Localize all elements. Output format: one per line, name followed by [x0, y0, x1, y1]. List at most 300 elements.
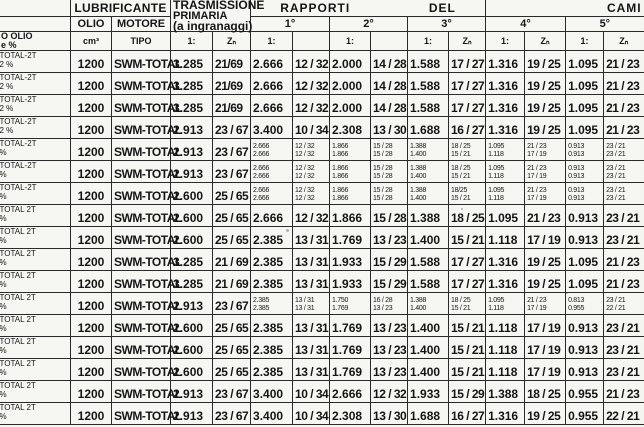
gear2-teeth: 13 / 23 — [371, 359, 408, 381]
gear5-teeth: 23 / 21 — [604, 337, 644, 359]
gear3-ratio: 1.933 — [408, 381, 449, 403]
oil-type: SWM-TOTAL — [112, 227, 171, 249]
gear3-teeth: 17 / 27 — [449, 249, 486, 271]
gear1-ratio-line: 2.666 — [253, 151, 270, 158]
primary-ratio: 2.913 — [171, 161, 213, 183]
gear3-ratio: 1.688 — [408, 403, 449, 425]
table-row — [0, 183, 644, 205]
primary-transmission-heading: TRASMISSIONE PRIMARIA (a ingranaggi) — [171, 0, 251, 32]
oil-type: SWM-TOTAL — [112, 73, 171, 95]
table-row — [0, 205, 644, 227]
gear1-teeth — [293, 139, 330, 161]
gear3-ratio: 1.400 — [408, 227, 449, 249]
gear4-ratio — [486, 139, 525, 161]
gear-2-heading: 2° — [330, 17, 408, 32]
gear3-teeth-line: 18 / 25 — [451, 165, 471, 172]
gear1-teeth: 13 / 31 — [293, 359, 330, 381]
gear4-ratio: 1.316 — [486, 51, 525, 73]
primary-teeth: 23 / 67 — [213, 381, 251, 403]
gear3-ratio: 1.388 — [408, 205, 449, 227]
gear5-ratio: 0.913 — [566, 359, 604, 381]
gear2-teeth: 13 / 23 — [371, 337, 408, 359]
gear3-teeth-line: 18/25 — [451, 187, 468, 194]
primary-teeth: 25 / 65 — [213, 337, 251, 359]
gear5-teeth-line: 23 / 21 — [606, 165, 626, 172]
gear4-ratio-line: 1.118 — [488, 195, 504, 202]
primary-ratio: 2.600 — [171, 359, 213, 381]
gear5-teeth-line: 23 / 21 — [606, 143, 626, 150]
gear3-ratio: 1.588 — [408, 249, 449, 271]
gear5-ratio-line: 0.913 — [568, 151, 585, 158]
engine-cc: 1200 — [71, 95, 112, 117]
unit-cm3: cm³ — [71, 32, 112, 51]
gear4-teeth: 18 / 25 — [525, 381, 566, 403]
oil-type: SWM-TOTAL — [112, 403, 171, 425]
table-row — [0, 73, 644, 95]
gear4-teeth-line: 17 / 19 — [527, 305, 547, 312]
gear5-teeth — [604, 293, 644, 315]
primary-teeth: 21 / 69 — [213, 249, 251, 271]
gear2-ratio: 2.308 — [330, 117, 371, 139]
gear3-teeth-line: 15 / 21 — [451, 173, 471, 180]
oil-type: SWM-TOTAL — [112, 205, 171, 227]
gear5-teeth — [604, 183, 644, 205]
scan-speck — [565, 292, 568, 294]
gear1-ratio: 2.385 — [251, 249, 293, 271]
teeth-label — [371, 32, 408, 51]
gear1-teeth: 13 / 31 — [293, 227, 330, 249]
gear3-ratio: 1.400 — [408, 315, 449, 337]
gear1-teeth: 13 / 31 — [293, 315, 330, 337]
gear5-ratio: 1.095 — [566, 271, 604, 293]
table-row — [0, 249, 644, 271]
table-row — [0, 293, 644, 315]
gear4-ratio-line: 1.095 — [488, 187, 505, 194]
gear1-ratio-line: 2.385 — [253, 305, 270, 312]
gear5-ratio: 0.913 — [566, 227, 604, 249]
gear1-teeth: 12 / 32 — [293, 205, 330, 227]
gear5-ratio — [566, 183, 604, 205]
gear5-ratio-line: 0.813 — [568, 297, 585, 304]
gear2-teeth — [371, 183, 408, 205]
gear2-ratio: 2.000 — [330, 73, 371, 95]
row-label: TOTAL 2T % — [0, 359, 71, 381]
lubricant-heading: LUBRIFICANTE — [71, 0, 171, 17]
teeth-label — [293, 32, 330, 51]
ratio-label: 1: — [330, 32, 371, 51]
gear5-ratio: 0.913 — [566, 337, 604, 359]
gear2-teeth: 13 / 30 — [371, 117, 408, 139]
table-row — [0, 139, 644, 161]
gear4-teeth: 19 / 25 — [525, 95, 566, 117]
gear1-teeth-line: 12 / 32 — [295, 143, 315, 150]
gear5-teeth: 21 / 23 — [604, 51, 644, 73]
gear1-ratio-line: 2.666 — [253, 165, 270, 172]
gear1-ratio — [251, 139, 293, 161]
gear5-ratio: 1.095 — [566, 51, 604, 73]
header-row-1 — [0, 0, 644, 17]
gear1-ratio-line: 2.666 — [253, 195, 270, 202]
gear3-ratio — [408, 161, 449, 183]
gear5-teeth: 21 / 23 — [604, 381, 644, 403]
gear2-teeth: 13 / 30 — [371, 403, 408, 425]
gear4-ratio-line: 1.118 — [488, 173, 504, 180]
gear4-teeth: 19 / 25 — [525, 249, 566, 271]
primary-ratio: 2.600 — [171, 205, 213, 227]
engine-cc: 1200 — [71, 381, 112, 403]
gear2-teeth-line: 15 / 28 — [373, 143, 393, 150]
teeth-label: Zₙ — [213, 32, 251, 51]
gear1-ratio: 3.400 — [251, 403, 293, 425]
engine-cc: 1200 — [71, 271, 112, 293]
primary-teeth: 25 / 65 — [213, 315, 251, 337]
primary-ratio: 2.600 — [171, 227, 213, 249]
table-row — [0, 51, 644, 73]
gear5-teeth: 21 / 23 — [604, 271, 644, 293]
gear5-teeth: 23 / 21 — [604, 227, 644, 249]
primary-teeth: 23 / 67 — [213, 403, 251, 425]
gear1-teeth-line: 12 / 32 — [295, 173, 315, 180]
row-label: TOTAL 2T % — [0, 293, 71, 315]
gear3-teeth-line: 15 / 21 — [451, 305, 471, 312]
scan-speck — [286, 229, 289, 232]
primary-ratio: 3.285 — [171, 51, 213, 73]
gear3-teeth: 15 / 21 — [449, 359, 486, 381]
gear3-ratio-line: 1.400 — [410, 305, 427, 312]
gear2-teeth: 14 / 28 — [371, 95, 408, 117]
row-label: TOTAL 2T % — [0, 249, 71, 271]
primary-teeth: 23 / 67 — [213, 117, 251, 139]
scan-speck — [461, 208, 463, 210]
gear3-ratio-line: 1.400 — [410, 195, 427, 202]
primary-teeth: 21 / 69 — [213, 271, 251, 293]
gear5-ratio-line: 0.913 — [568, 143, 585, 150]
gear4-teeth-line: 21 / 23 — [527, 187, 547, 194]
primary-teeth: 23 / 67 — [213, 293, 251, 315]
primary-ratio: 3.285 — [171, 95, 213, 117]
gear1-teeth-line: 12 / 32 — [295, 195, 315, 202]
gear1-teeth: 10 / 34 — [293, 381, 330, 403]
table-row — [0, 337, 644, 359]
primary-teeth: 25 / 65 — [213, 227, 251, 249]
gear3-teeth-line: 18 / 25 — [451, 297, 471, 304]
gear2-teeth: 14 / 28 — [371, 51, 408, 73]
gear2-ratio: 1.769 — [330, 315, 371, 337]
gear1-teeth-line: 12 / 32 — [295, 187, 315, 194]
oil-type: SWM-TOTAL — [112, 359, 171, 381]
gear4-ratio: 1.118 — [486, 337, 525, 359]
gear2-ratio: 1.769 — [330, 359, 371, 381]
gear4-ratio: 1.316 — [486, 249, 525, 271]
gear3-teeth: 16 / 27 — [449, 117, 486, 139]
gear3-teeth: 15 / 21 — [449, 337, 486, 359]
engine-cc: 1200 — [71, 315, 112, 337]
engine-cc: 1200 — [71, 227, 112, 249]
gear5-teeth: 21 / 23 — [604, 95, 644, 117]
engine-cc: 1200 — [71, 139, 112, 161]
gear2-ratio — [330, 161, 371, 183]
primary-teeth: 25 / 65 — [213, 183, 251, 205]
row-label: TOTAL 2T % — [0, 403, 71, 425]
header-row-2 — [0, 17, 644, 32]
gear2-teeth-line: 13 / 23 — [373, 305, 393, 312]
engine-cc: 1200 — [71, 117, 112, 139]
gear1-teeth: 12 / 32 — [293, 51, 330, 73]
gear1-teeth: 12 / 32 — [293, 95, 330, 117]
gear1-ratio-line: 2.666 — [253, 187, 270, 194]
gear4-teeth-line: 21 / 23 — [527, 297, 547, 304]
gear2-ratio: 1.769 — [330, 227, 371, 249]
primary-teeth: 21/69 — [213, 95, 251, 117]
gear2-teeth — [371, 161, 408, 183]
gear5-teeth: 22 / 21 — [604, 403, 644, 425]
gear5-ratio: 0.913 — [566, 205, 604, 227]
primary-ratio: 2.913 — [171, 139, 213, 161]
gear1-ratio: 2.666 — [251, 95, 293, 117]
gear2-teeth: 15 / 29 — [371, 271, 408, 293]
gear3-teeth: 16 / 27 — [449, 403, 486, 425]
table-row — [0, 227, 644, 249]
gear3-ratio — [408, 139, 449, 161]
gear3-teeth: 15 / 21 — [449, 227, 486, 249]
primary-ratio: 2.913 — [171, 381, 213, 403]
gear4-teeth — [525, 139, 566, 161]
gear1-ratio: 2.385 — [251, 359, 293, 381]
oil-type: SWM-TOTAL — [112, 249, 171, 271]
row-label: TOTAL-2T % — [0, 161, 71, 183]
gear2-ratio: 1.933 — [330, 249, 371, 271]
gear5-ratio: 0.955 — [566, 403, 604, 425]
table-row — [0, 359, 644, 381]
gear4-teeth: 19 / 25 — [525, 117, 566, 139]
gear4-teeth — [525, 161, 566, 183]
gear4-ratio-line: 1.095 — [488, 143, 505, 150]
oil-type: SWM-TOTAL — [112, 139, 171, 161]
gear2-teeth — [371, 293, 408, 315]
gear5-teeth-line: 23 / 21 — [606, 151, 626, 158]
unit-tipo: TIPO — [112, 32, 171, 51]
gear5-teeth: 23 / 21 — [604, 315, 644, 337]
gear4-teeth-line: 17 / 19 — [527, 195, 547, 202]
gear3-ratio: 1.588 — [408, 271, 449, 293]
gear1-ratio: 2.385 — [251, 227, 293, 249]
gear2-teeth: 12 / 32 — [371, 381, 408, 403]
gear3-teeth — [449, 293, 486, 315]
gear2-teeth: 13 / 23 — [371, 227, 408, 249]
teeth-label: Zₙ — [449, 32, 486, 51]
gear1-teeth-line: 13 / 31 — [295, 305, 315, 312]
ratio-label: 1: — [251, 32, 293, 51]
gear5-ratio: 0.955 — [566, 381, 604, 403]
ratio-label: 1: — [408, 32, 449, 51]
gear2-teeth — [371, 139, 408, 161]
gear4-ratio: 1.095 — [486, 205, 525, 227]
teeth-label: Zₙ — [525, 32, 566, 51]
table-row — [0, 117, 644, 139]
gear1-teeth: 12 / 32 — [293, 73, 330, 95]
gear-4-heading: 4° — [486, 17, 566, 32]
engine-cc: 1200 — [71, 293, 112, 315]
gear2-teeth-line: 15 / 28 — [373, 165, 393, 172]
gear4-ratio: 1.316 — [486, 117, 525, 139]
gear5-ratio: 1.095 — [566, 249, 604, 271]
row-label: TOTAL-2T 2 % — [0, 117, 71, 139]
table-row — [0, 381, 644, 403]
gear4-ratio — [486, 183, 525, 205]
table-row — [0, 315, 644, 337]
gear2-ratio-line: 1.866 — [332, 165, 349, 172]
gear4-ratio — [486, 293, 525, 315]
ratios-heading: RAPPORTI DEL — [251, 0, 486, 17]
gear1-ratio: 2.385 — [251, 271, 293, 293]
gear2-ratio: 2.000 — [330, 95, 371, 117]
gear5-teeth: 23 / 21 — [604, 205, 644, 227]
gear1-teeth-line: 12 / 32 — [295, 151, 315, 158]
ratio-label: 1: — [486, 32, 525, 51]
gear5-teeth: 21 / 23 — [604, 117, 644, 139]
gear3-ratio: 1.400 — [408, 337, 449, 359]
primary-teeth: 21/69 — [213, 73, 251, 95]
gear5-teeth-line: 22 / 21 — [606, 305, 626, 312]
gear1-teeth: 13 / 31 — [293, 337, 330, 359]
gear5-teeth: 21 / 23 — [604, 249, 644, 271]
gear-5-heading: 5° — [566, 17, 644, 32]
gear3-ratio-line: 1.388 — [410, 143, 427, 150]
gear4-teeth-line: 17 / 19 — [527, 173, 547, 180]
gear3-ratio: 1.588 — [408, 95, 449, 117]
primary-ratio: 2.913 — [171, 117, 213, 139]
gear4-teeth: 19 / 25 — [525, 51, 566, 73]
oil-type: SWM-TOTAL — [112, 183, 171, 205]
gear3-ratio-line: 1.400 — [410, 151, 427, 158]
gear4-ratio: 1.316 — [486, 403, 525, 425]
gear5-ratio-line: 0.913 — [568, 195, 585, 202]
table-row — [0, 161, 644, 183]
ratio-label: 1: — [566, 32, 604, 51]
gear3-teeth: 15 / 29 — [449, 381, 486, 403]
gear-1-heading: 1° — [251, 17, 330, 32]
row-label: TOTAL 2T % — [0, 227, 71, 249]
gear3-teeth: 17 / 27 — [449, 51, 486, 73]
gear5-ratio: 1.095 — [566, 73, 604, 95]
gear1-teeth: 13 / 31 — [293, 249, 330, 271]
primary-ratio: 2.913 — [171, 403, 213, 425]
gear2-teeth-line: 15 / 28 — [373, 187, 393, 194]
gear2-ratio: 2.666 — [330, 381, 371, 403]
gear3-teeth: 17 / 27 — [449, 95, 486, 117]
engine-cc: 1200 — [71, 183, 112, 205]
gear2-ratio: 1.769 — [330, 337, 371, 359]
gear3-teeth-line: 18 / 25 — [451, 143, 471, 150]
gear4-ratio-line: 1.118 — [488, 305, 504, 312]
gear4-ratio-line: 1.095 — [488, 297, 505, 304]
gear5-teeth — [604, 161, 644, 183]
gear2-ratio: 2.308 — [330, 403, 371, 425]
gear4-teeth: 17 / 19 — [525, 227, 566, 249]
gear1-ratio: 2.385 — [251, 315, 293, 337]
gear2-ratio-line: 1.866 — [332, 143, 349, 150]
row-label: TOTAL 2T % — [0, 205, 71, 227]
gear4-teeth: 17 / 19 — [525, 315, 566, 337]
row-label: TOTAL-2T % — [0, 139, 71, 161]
engine-cc: 1200 — [71, 249, 112, 271]
primary-ratio: 2.600 — [171, 315, 213, 337]
oil-type: SWM-TOTAL — [112, 95, 171, 117]
gear4-teeth: 17 / 19 — [525, 337, 566, 359]
gear4-ratio: 1.118 — [486, 227, 525, 249]
gear3-teeth — [449, 183, 486, 205]
gear2-ratio — [330, 139, 371, 161]
engine-cc: 1200 — [71, 359, 112, 381]
col-olio: OLIO — [71, 17, 112, 32]
gear5-teeth-line: 23 / 21 — [606, 297, 626, 304]
gear2-teeth-line: 15 / 28 — [373, 151, 393, 158]
gear3-ratio-line: 1.388 — [410, 187, 427, 194]
table-row — [0, 95, 644, 117]
gear5-teeth-line: 23 / 21 — [606, 173, 626, 180]
gear1-ratio: 2.385 — [251, 337, 293, 359]
gear5-teeth-line: 23 / 21 — [606, 195, 626, 202]
gear5-teeth — [604, 139, 644, 161]
gear4-teeth-line: 21 / 23 — [527, 143, 547, 150]
gear4-teeth: 19 / 25 — [525, 73, 566, 95]
gear4-ratio: 1.316 — [486, 95, 525, 117]
gear1-ratio: 3.400 — [251, 117, 293, 139]
gearbox-heading: CAMI — [486, 0, 644, 17]
gear3-teeth — [449, 139, 486, 161]
gear4-teeth-line: 17 / 19 — [527, 151, 547, 158]
gear1-ratio: 2.666 — [251, 205, 293, 227]
gear5-ratio — [566, 139, 604, 161]
gear4-teeth — [525, 183, 566, 205]
primary-ratio: 2.600 — [171, 183, 213, 205]
gear1-teeth — [293, 183, 330, 205]
gear1-ratio: 2.666 — [251, 73, 293, 95]
gear3-teeth-line: 15 / 21 — [451, 195, 471, 202]
gear2-ratio — [330, 183, 371, 205]
row-label: TOTAL-2T 2 % — [0, 51, 71, 73]
gear5-teeth: 23 / 21 — [604, 359, 644, 381]
gear2-ratio-line: 1.769 — [332, 305, 349, 312]
engine-cc: 1200 — [71, 161, 112, 183]
primary-teeth: 25 / 65 — [213, 359, 251, 381]
row-label: TOTAL 2T % — [0, 315, 71, 337]
gear1-ratio — [251, 161, 293, 183]
gear5-ratio-line: 0.913 — [568, 165, 585, 172]
primary-teeth: 23 / 67 — [213, 161, 251, 183]
gear2-ratio: 1.866 — [330, 205, 371, 227]
oil-type: SWM-TOTAL — [112, 293, 171, 315]
gear3-ratio: 1.588 — [408, 73, 449, 95]
gear3-ratio — [408, 183, 449, 205]
table-row — [0, 403, 644, 425]
gear1-teeth-line: 12 / 32 — [295, 165, 315, 172]
primary-ratio: 3.285 — [171, 249, 213, 271]
gear3-teeth: 18 / 25 — [449, 205, 486, 227]
primary-teeth: 21/69 — [213, 51, 251, 73]
row-label: TOTAL 2T % — [0, 271, 71, 293]
gear2-teeth-line: 16 / 28 — [373, 297, 393, 304]
gear1-teeth — [293, 293, 330, 315]
row-label: TOTAL 2T % — [0, 381, 71, 403]
row-label: TOTAL-2T 2 % — [0, 73, 71, 95]
gear1-teeth: 10 / 34 — [293, 403, 330, 425]
gear2-teeth-line: 15 / 28 — [373, 195, 393, 202]
gear4-ratio: 1.316 — [486, 73, 525, 95]
gear5-ratio — [566, 293, 604, 315]
gear2-teeth: 13 / 23 — [371, 315, 408, 337]
primary-ratio: 2.913 — [171, 293, 213, 315]
